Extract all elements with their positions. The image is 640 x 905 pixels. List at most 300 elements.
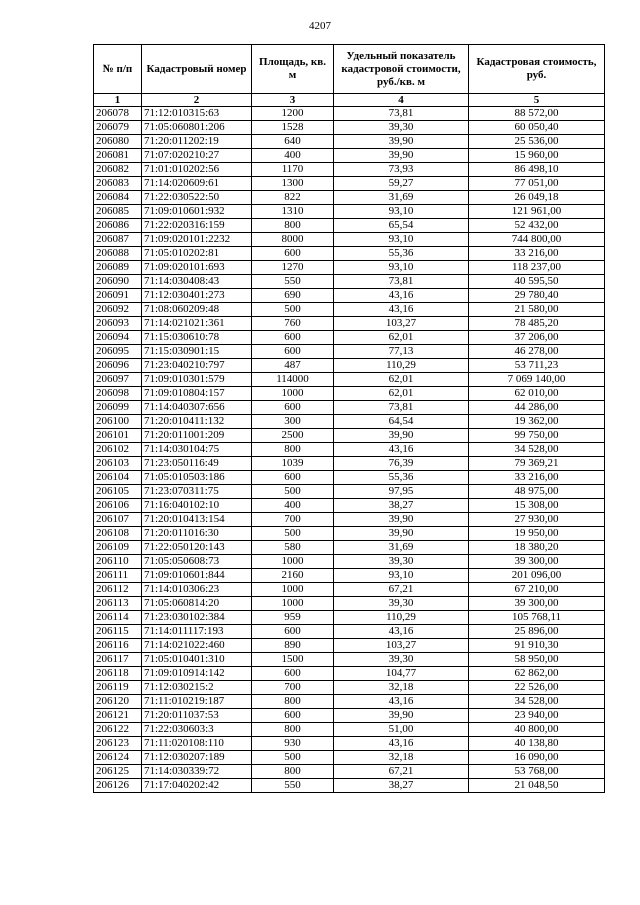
cell-unit-value: 43,16: [334, 289, 469, 303]
cell-cadastral-value: 48 975,00: [469, 485, 605, 499]
table-row: [94, 737, 605, 751]
table-row: [94, 149, 605, 163]
table-row: [94, 653, 605, 667]
cell-area: 8000: [252, 233, 334, 247]
cell-cadastral-number: 71:20:011037:53: [142, 709, 252, 723]
cell-cadastral-number: 71:12:030207:189: [142, 751, 252, 765]
cell-row-number: 206105: [94, 485, 142, 499]
cell-cadastral-number: 71:09:010601:932: [142, 205, 252, 219]
cell-unit-value: 43,16: [334, 737, 469, 751]
cell-area: 890: [252, 639, 334, 653]
cell-unit-value: 39,90: [334, 135, 469, 149]
cell-row-number: 206083: [94, 177, 142, 191]
cell-cadastral-number: 71:12:030215:2: [142, 681, 252, 695]
column-number: 3: [252, 94, 334, 107]
cell-unit-value: 73,81: [334, 275, 469, 289]
cell-cadastral-number: 71:15:030901:15: [142, 345, 252, 359]
cell-row-number: 206120: [94, 695, 142, 709]
cell-unit-value: 39,90: [334, 513, 469, 527]
cell-row-number: 206103: [94, 457, 142, 471]
cell-row-number: 206110: [94, 555, 142, 569]
cell-area: 1270: [252, 261, 334, 275]
cell-cadastral-number: 71:05:010202:81: [142, 247, 252, 261]
cell-area: 1000: [252, 583, 334, 597]
cell-area: 1000: [252, 555, 334, 569]
cell-area: 600: [252, 625, 334, 639]
cell-row-number: 206090: [94, 275, 142, 289]
header-unit-value: Удельный показатель кадастровой стоимости, руб./кв. м: [334, 45, 469, 94]
table-row: [94, 611, 605, 625]
cell-cadastral-value: 39 300,00: [469, 555, 605, 569]
cell-unit-value: 73,81: [334, 401, 469, 415]
cell-unit-value: 67,21: [334, 583, 469, 597]
cell-area: 600: [252, 401, 334, 415]
table-row: [94, 625, 605, 639]
table-body: [94, 107, 605, 793]
cell-cadastral-value: 27 930,00: [469, 513, 605, 527]
table-row: [94, 247, 605, 261]
header-row-number: № п/п: [94, 45, 142, 94]
cell-row-number: 206108: [94, 527, 142, 541]
cell-unit-value: 31,69: [334, 541, 469, 555]
table-row: [94, 583, 605, 597]
cell-cadastral-number: 71:20:011016:30: [142, 527, 252, 541]
cell-cadastral-number: 71:09:010804:157: [142, 387, 252, 401]
table-row: [94, 415, 605, 429]
cell-row-number: 206121: [94, 709, 142, 723]
cadastral-value-table: [93, 44, 605, 793]
cell-unit-value: 55,36: [334, 247, 469, 261]
cell-area: 1310: [252, 205, 334, 219]
column-number: 1: [94, 94, 142, 107]
cell-unit-value: 64,54: [334, 415, 469, 429]
cell-cadastral-value: 86 498,10: [469, 163, 605, 177]
cell-unit-value: 39,30: [334, 121, 469, 135]
table-row: [94, 527, 605, 541]
cell-unit-value: 43,16: [334, 303, 469, 317]
cell-row-number: 206081: [94, 149, 142, 163]
cell-area: 550: [252, 275, 334, 289]
cell-unit-value: 103,27: [334, 317, 469, 331]
cell-area: 300: [252, 415, 334, 429]
cell-row-number: 206095: [94, 345, 142, 359]
cell-row-number: 206106: [94, 499, 142, 513]
table-row: [94, 499, 605, 513]
cell-cadastral-number: 71:22:020316:159: [142, 219, 252, 233]
cell-cadastral-number: 71:20:010413:154: [142, 513, 252, 527]
cell-row-number: 206116: [94, 639, 142, 653]
cell-cadastral-value: 744 800,00: [469, 233, 605, 247]
table-row: [94, 723, 605, 737]
cell-row-number: 206099: [94, 401, 142, 415]
cell-row-number: 206079: [94, 121, 142, 135]
cell-area: 1300: [252, 177, 334, 191]
cell-unit-value: 77,13: [334, 345, 469, 359]
cell-cadastral-value: 40 800,00: [469, 723, 605, 737]
cell-unit-value: 43,16: [334, 443, 469, 457]
table-row: [94, 387, 605, 401]
cell-cadastral-value: 39 300,00: [469, 597, 605, 611]
cell-cadastral-number: 71:14:030408:43: [142, 275, 252, 289]
table-row: [94, 135, 605, 149]
cell-cadastral-value: 34 528,00: [469, 695, 605, 709]
cell-row-number: 206114: [94, 611, 142, 625]
cell-area: 550: [252, 779, 334, 793]
table-row: [94, 177, 605, 191]
cell-area: 500: [252, 485, 334, 499]
cell-area: 600: [252, 471, 334, 485]
cell-area: 640: [252, 135, 334, 149]
cell-unit-value: 73,81: [334, 107, 469, 121]
table-row: [94, 569, 605, 583]
cell-cadastral-value: 22 526,00: [469, 681, 605, 695]
cell-cadastral-number: 71:07:020210:27: [142, 149, 252, 163]
cell-cadastral-value: 79 369,21: [469, 457, 605, 471]
cell-cadastral-number: 71:23:030102:384: [142, 611, 252, 625]
cell-cadastral-number: 71:14:010306:23: [142, 583, 252, 597]
cell-area: 580: [252, 541, 334, 555]
cell-cadastral-number: 71:14:021021:361: [142, 317, 252, 331]
cell-cadastral-value: 78 485,20: [469, 317, 605, 331]
cell-cadastral-value: 37 206,00: [469, 331, 605, 345]
cell-unit-value: 62,01: [334, 331, 469, 345]
cell-row-number: 206089: [94, 261, 142, 275]
column-number-row: [94, 94, 605, 107]
cell-area: 2160: [252, 569, 334, 583]
cell-area: 1200: [252, 107, 334, 121]
table-row: [94, 191, 605, 205]
cell-unit-value: 32,18: [334, 751, 469, 765]
cell-row-number: 206111: [94, 569, 142, 583]
cell-cadastral-value: 21 048,50: [469, 779, 605, 793]
cell-unit-value: 104,77: [334, 667, 469, 681]
cell-area: 600: [252, 709, 334, 723]
cell-unit-value: 55,36: [334, 471, 469, 485]
cell-row-number: 206124: [94, 751, 142, 765]
cell-row-number: 206115: [94, 625, 142, 639]
cell-area: 400: [252, 149, 334, 163]
cell-area: 114000: [252, 373, 334, 387]
table-row: [94, 541, 605, 555]
cell-row-number: 206123: [94, 737, 142, 751]
cell-row-number: 206107: [94, 513, 142, 527]
cell-cadastral-number: 71:14:011117:193: [142, 625, 252, 639]
table-row: [94, 303, 605, 317]
table-row: [94, 163, 605, 177]
cell-unit-value: 97,95: [334, 485, 469, 499]
column-number: 2: [142, 94, 252, 107]
cell-row-number: 206119: [94, 681, 142, 695]
cell-cadastral-number: 71:14:030104:75: [142, 443, 252, 457]
cell-unit-value: 39,90: [334, 527, 469, 541]
cell-cadastral-value: 58 950,00: [469, 653, 605, 667]
cell-area: 1528: [252, 121, 334, 135]
cell-area: 487: [252, 359, 334, 373]
cell-cadastral-number: 71:14:030339:72: [142, 765, 252, 779]
cell-cadastral-value: 23 940,00: [469, 709, 605, 723]
cell-unit-value: 32,18: [334, 681, 469, 695]
cell-area: 600: [252, 667, 334, 681]
cell-cadastral-value: 53 711,23: [469, 359, 605, 373]
cell-cadastral-value: 29 780,40: [469, 289, 605, 303]
cell-area: 930: [252, 737, 334, 751]
cell-row-number: 206086: [94, 219, 142, 233]
column-number: 5: [469, 94, 605, 107]
cell-cadastral-number: 71:22:050120:143: [142, 541, 252, 555]
cell-unit-value: 103,27: [334, 639, 469, 653]
cell-cadastral-number: 71:05:060801:206: [142, 121, 252, 135]
cell-cadastral-value: 7 069 140,00: [469, 373, 605, 387]
cell-cadastral-number: 71:20:010411:132: [142, 415, 252, 429]
table-row: [94, 331, 605, 345]
cell-row-number: 206125: [94, 765, 142, 779]
header-row: [94, 45, 605, 94]
table-row: [94, 205, 605, 219]
cell-area: 600: [252, 345, 334, 359]
cell-row-number: 206102: [94, 443, 142, 457]
cell-cadastral-value: 15 308,00: [469, 499, 605, 513]
cell-area: 400: [252, 499, 334, 513]
cell-cadastral-value: 88 572,00: [469, 107, 605, 121]
table-row: [94, 373, 605, 387]
cell-row-number: 206109: [94, 541, 142, 555]
cell-cadastral-value: 15 960,00: [469, 149, 605, 163]
cell-area: 800: [252, 723, 334, 737]
table-row: [94, 121, 605, 135]
cell-row-number: 206078: [94, 107, 142, 121]
cell-area: 800: [252, 765, 334, 779]
cell-unit-value: 67,21: [334, 765, 469, 779]
cell-area: 690: [252, 289, 334, 303]
cell-unit-value: 110,29: [334, 359, 469, 373]
cell-cadastral-number: 71:05:060814:20: [142, 597, 252, 611]
cell-unit-value: 62,01: [334, 373, 469, 387]
cell-cadastral-number: 71:22:030522:50: [142, 191, 252, 205]
cell-row-number: 206088: [94, 247, 142, 261]
cell-row-number: 206098: [94, 387, 142, 401]
cell-unit-value: 76,39: [334, 457, 469, 471]
cell-row-number: 206117: [94, 653, 142, 667]
cell-unit-value: 38,27: [334, 779, 469, 793]
cell-cadastral-number: 71:22:030603:3: [142, 723, 252, 737]
cell-cadastral-value: 19 950,00: [469, 527, 605, 541]
cell-cadastral-value: 99 750,00: [469, 429, 605, 443]
table-row: [94, 555, 605, 569]
cell-unit-value: 62,01: [334, 387, 469, 401]
table-row: [94, 443, 605, 457]
cell-row-number: 206113: [94, 597, 142, 611]
cell-cadastral-number: 71:11:010219:187: [142, 695, 252, 709]
cell-cadastral-number: 71:08:060209:48: [142, 303, 252, 317]
cell-cadastral-value: 53 768,00: [469, 765, 605, 779]
cell-unit-value: 73,93: [334, 163, 469, 177]
cell-area: 700: [252, 681, 334, 695]
cell-cadastral-value: 44 286,00: [469, 401, 605, 415]
cell-cadastral-number: 71:05:010401:310: [142, 653, 252, 667]
column-number: 4: [334, 94, 469, 107]
table-row: [94, 779, 605, 793]
cell-unit-value: 39,90: [334, 709, 469, 723]
cell-cadastral-number: 71:17:040202:42: [142, 779, 252, 793]
table-row: [94, 219, 605, 233]
table-row: [94, 639, 605, 653]
table-row: [94, 429, 605, 443]
cell-row-number: 206092: [94, 303, 142, 317]
cell-cadastral-value: 33 216,00: [469, 247, 605, 261]
cell-cadastral-value: 40 138,80: [469, 737, 605, 751]
cell-cadastral-value: 62 010,00: [469, 387, 605, 401]
cell-cadastral-value: 67 210,00: [469, 583, 605, 597]
cell-cadastral-number: 71:09:010301:579: [142, 373, 252, 387]
table-row: [94, 681, 605, 695]
cell-row-number: 206100: [94, 415, 142, 429]
cell-area: 700: [252, 513, 334, 527]
cell-cadastral-number: 71:05:050608:73: [142, 555, 252, 569]
cell-unit-value: 39,30: [334, 653, 469, 667]
cell-cadastral-number: 71:16:040102:10: [142, 499, 252, 513]
cell-row-number: 206104: [94, 471, 142, 485]
cell-row-number: 206097: [94, 373, 142, 387]
cell-row-number: 206085: [94, 205, 142, 219]
cell-unit-value: 43,16: [334, 625, 469, 639]
cell-cadastral-number: 71:14:021022:460: [142, 639, 252, 653]
cell-cadastral-number: 71:05:010503:186: [142, 471, 252, 485]
cell-cadastral-number: 71:11:020108:110: [142, 737, 252, 751]
cell-cadastral-number: 71:23:050116:49: [142, 457, 252, 471]
cell-area: 600: [252, 247, 334, 261]
cell-area: 1500: [252, 653, 334, 667]
cell-unit-value: 31,69: [334, 191, 469, 205]
cell-area: 800: [252, 443, 334, 457]
cell-cadastral-number: 71:09:010914:142: [142, 667, 252, 681]
cell-cadastral-value: 21 580,00: [469, 303, 605, 317]
cell-cadastral-number: 71:20:011001:209: [142, 429, 252, 443]
header-cadastral-value: Кадастровая стоимость, руб.: [469, 45, 605, 94]
table-row: [94, 359, 605, 373]
table-row: [94, 345, 605, 359]
table-row: [94, 695, 605, 709]
cell-cadastral-number: 71:14:040307:656: [142, 401, 252, 415]
cell-row-number: 206101: [94, 429, 142, 443]
cell-cadastral-value: 121 961,00: [469, 205, 605, 219]
cell-area: 500: [252, 527, 334, 541]
cell-cadastral-value: 40 595,50: [469, 275, 605, 289]
table-row: [94, 275, 605, 289]
cell-row-number: 206112: [94, 583, 142, 597]
cell-cadastral-number: 71:15:030610:78: [142, 331, 252, 345]
table-row: [94, 401, 605, 415]
cell-row-number: 206093: [94, 317, 142, 331]
cell-unit-value: 39,90: [334, 149, 469, 163]
table-row: [94, 289, 605, 303]
cell-cadastral-value: 62 862,00: [469, 667, 605, 681]
cell-unit-value: 39,30: [334, 597, 469, 611]
table-row: [94, 485, 605, 499]
cell-cadastral-value: 18 380,20: [469, 541, 605, 555]
cell-cadastral-value: 34 528,00: [469, 443, 605, 457]
cell-row-number: 206091: [94, 289, 142, 303]
cell-row-number: 206084: [94, 191, 142, 205]
cell-area: 600: [252, 331, 334, 345]
table-row: [94, 765, 605, 779]
table-row: [94, 751, 605, 765]
cell-cadastral-value: 16 090,00: [469, 751, 605, 765]
cell-area: 2500: [252, 429, 334, 443]
cell-area: 800: [252, 219, 334, 233]
cell-cadastral-number: 71:01:010202:56: [142, 163, 252, 177]
cell-row-number: 206080: [94, 135, 142, 149]
table-row: [94, 597, 605, 611]
cell-cadastral-value: 19 362,00: [469, 415, 605, 429]
cell-cadastral-value: 26 049,18: [469, 191, 605, 205]
cell-cadastral-value: 25 896,00: [469, 625, 605, 639]
cell-area: 959: [252, 611, 334, 625]
cell-unit-value: 38,27: [334, 499, 469, 513]
cell-cadastral-number: 71:23:070311:75: [142, 485, 252, 499]
cell-cadastral-number: 71:20:011202:19: [142, 135, 252, 149]
cell-unit-value: 43,16: [334, 695, 469, 709]
cell-unit-value: 93,10: [334, 261, 469, 275]
table-row: [94, 709, 605, 723]
cell-row-number: 206087: [94, 233, 142, 247]
table-row: [94, 261, 605, 275]
cell-area: 822: [252, 191, 334, 205]
table-row: [94, 317, 605, 331]
cell-cadastral-value: 25 536,00: [469, 135, 605, 149]
cell-row-number: 206096: [94, 359, 142, 373]
cell-row-number: 206094: [94, 331, 142, 345]
cell-area: 1000: [252, 387, 334, 401]
cell-area: 760: [252, 317, 334, 331]
cell-row-number: 206126: [94, 779, 142, 793]
cell-area: 500: [252, 303, 334, 317]
cell-cadastral-value: 33 216,00: [469, 471, 605, 485]
cell-unit-value: 39,30: [334, 555, 469, 569]
cell-unit-value: 39,90: [334, 429, 469, 443]
cell-cadastral-value: 201 096,00: [469, 569, 605, 583]
cell-area: 1000: [252, 597, 334, 611]
cell-cadastral-value: 52 432,00: [469, 219, 605, 233]
table-row: [94, 233, 605, 247]
cell-area: 500: [252, 751, 334, 765]
cell-unit-value: 93,10: [334, 569, 469, 583]
cell-cadastral-value: 91 910,30: [469, 639, 605, 653]
cell-cadastral-number: 71:09:020101:693: [142, 261, 252, 275]
cell-cadastral-value: 118 237,00: [469, 261, 605, 275]
cell-row-number: 206122: [94, 723, 142, 737]
cell-cadastral-number: 71:09:020101:2232: [142, 233, 252, 247]
table-row: [94, 513, 605, 527]
cell-cadastral-value: 60 050,40: [469, 121, 605, 135]
cell-unit-value: 51,00: [334, 723, 469, 737]
cell-unit-value: 59,27: [334, 177, 469, 191]
cell-cadastral-value: 46 278,00: [469, 345, 605, 359]
cell-cadastral-number: 71:12:030401:273: [142, 289, 252, 303]
cell-area: 800: [252, 695, 334, 709]
table-row: [94, 471, 605, 485]
cell-cadastral-number: 71:14:020609:61: [142, 177, 252, 191]
cell-area: 1170: [252, 163, 334, 177]
table-row: [94, 457, 605, 471]
cell-unit-value: 93,10: [334, 233, 469, 247]
cell-unit-value: 65,54: [334, 219, 469, 233]
table-row: [94, 667, 605, 681]
cell-cadastral-value: 105 768,11: [469, 611, 605, 625]
page-number: 4207: [309, 20, 331, 32]
cell-area: 1039: [252, 457, 334, 471]
header-cadastral-number: Кадастровый номер: [142, 45, 252, 94]
cell-cadastral-value: 77 051,00: [469, 177, 605, 191]
